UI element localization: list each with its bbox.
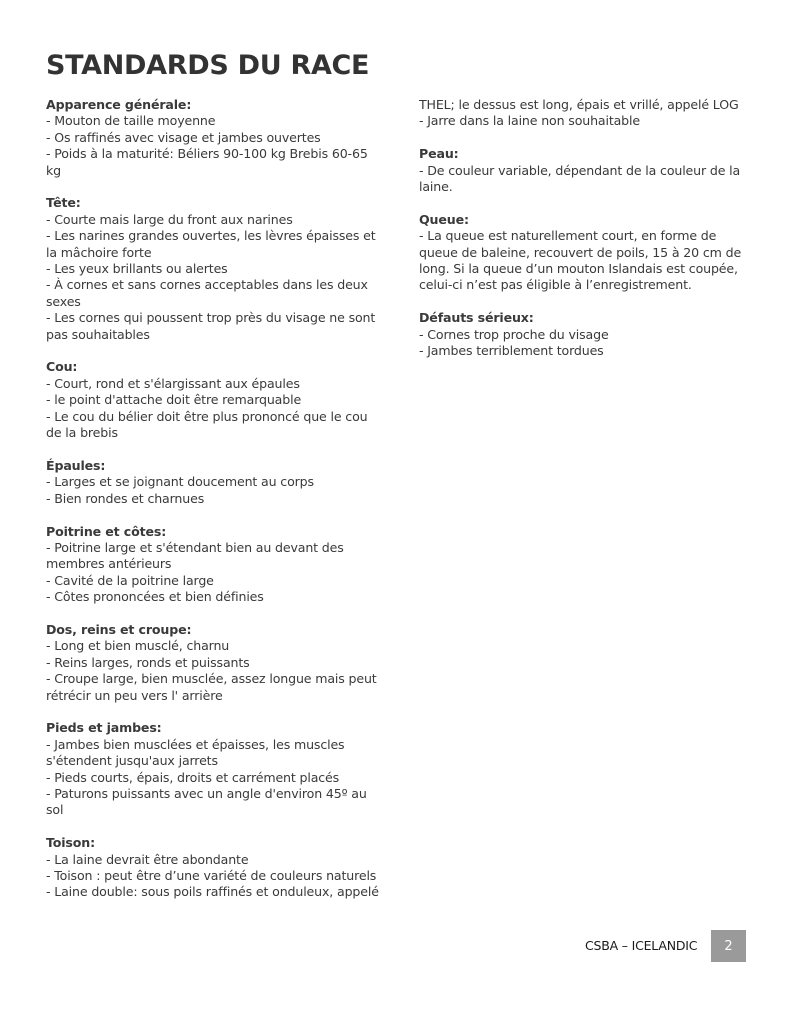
section-heading: Poitrine et côtes: xyxy=(46,523,167,539)
list-item: - Les yeux brillants ou alertes xyxy=(46,261,228,277)
page-number: 2 xyxy=(711,930,746,962)
list-item: - Mouton de taille moyenne xyxy=(46,113,216,129)
section-poitrine-et-cotes xyxy=(46,524,386,606)
list-item: - Paturons puissants avec un angle d'environ 45º au sol xyxy=(46,785,367,818)
list-item: - Reins larges, ronds et puissants xyxy=(46,654,250,670)
list-item: - Larges et se joignant doucement au corps xyxy=(46,474,314,490)
section-heading: Tête: xyxy=(46,195,81,211)
list-item: - le point d'attache doit être remarquable xyxy=(46,392,302,408)
list-item: - Croupe large, bien musclée, assez longue mais peut rétrécir un peu vers l' arrière xyxy=(46,671,377,703)
list-item: - À cornes et sans cornes acceptables dans les deux sexes xyxy=(46,277,368,309)
list-item: - Jambes bien musclées et épaisses, les muscles s'étendent jusqu'aux jarrets xyxy=(46,736,345,769)
right-column xyxy=(419,97,749,376)
section-heading: Épaules: xyxy=(46,457,106,473)
list-item: - Toison : peut être d’une variété de couleurs naturels xyxy=(46,867,377,883)
section-heading: Défauts sérieux: xyxy=(419,310,534,326)
section-defauts-serieux xyxy=(419,310,749,359)
section-heading: Cou: xyxy=(46,359,78,375)
section-pieds-et-jambes xyxy=(46,720,386,818)
section-toison-continued xyxy=(419,97,749,130)
list-item: - De couleur variable, dépendant de la couleur de la laine. xyxy=(419,162,741,195)
section-heading: Queue: xyxy=(419,211,469,227)
section-epaules xyxy=(46,458,386,507)
list-item: - Court, rond et s'élargissant aux épaules xyxy=(46,375,300,391)
section-tete xyxy=(46,195,386,343)
list-item: - Os raffinés avec visage et jambes ouvertes xyxy=(46,129,321,145)
section-dos-reins-croupe xyxy=(46,622,386,704)
list-item: - Cornes trop proche du visage xyxy=(419,326,609,342)
footer-label: CSBA – ICELANDIC xyxy=(585,938,698,953)
section-heading: Toison: xyxy=(46,835,95,851)
list-item: - Long et bien musclé, charnu xyxy=(46,638,230,654)
list-item: - Bien rondes et charnues xyxy=(46,490,205,506)
section-toison xyxy=(46,835,386,901)
section-heading: Apparence générale: xyxy=(46,97,192,112)
section-peau xyxy=(419,146,749,195)
page-title: STANDARDS DU RACE xyxy=(46,50,370,81)
list-item: - La laine devrait être abondante xyxy=(46,851,249,867)
list-item: - Courte mais large du front aux narines xyxy=(46,211,293,227)
list-item: - Laine double: sous poils raffinés et onduleux, appelé xyxy=(46,884,379,900)
list-item: - Poids à la maturité: Béliers 90-100 kg Brebis 60-65 kg xyxy=(46,146,368,178)
list-item: - Les narines grandes ouvertes, les lèvres épaisses et la mâchoire forte xyxy=(46,228,376,260)
list-item: - Jambes terriblement tordues xyxy=(419,343,604,359)
section-cou xyxy=(46,359,386,441)
list-item: - Les cornes qui poussent trop près du visage ne sont pas souhaitables xyxy=(46,310,376,342)
section-queue xyxy=(419,212,749,294)
section-heading: Peau: xyxy=(419,146,459,162)
section-apparence-generale xyxy=(46,97,386,179)
section-heading: Dos, reins et croupe: xyxy=(46,621,192,637)
list-item: - Le cou du bélier doit être plus prononcé que le cou de la brebis xyxy=(46,408,368,441)
list-item: - La queue est naturellement court, en forme de queue de baleine, recouvert de poils, 15 à 20 cm de long. Si la queue d’un mouton Islandais est coupée, celui-ci n’est pas éligible à l’enregistrement. xyxy=(419,228,742,293)
left-column xyxy=(46,97,386,917)
section-heading: Pieds et jambes: xyxy=(46,720,162,736)
list-item: - Pieds courts, épais, droits et carrément placés xyxy=(46,769,340,785)
list-item: THEL; le dessus est long, épais et vrillé, appelé LOG xyxy=(419,97,739,112)
list-item: - Cavité de la poitrine large xyxy=(46,572,214,588)
list-item: - Jarre dans la laine non souhaitable xyxy=(419,113,640,129)
list-item: - Côtes prononcées et bien définies xyxy=(46,589,264,605)
list-item: - Poitrine large et s'étendant bien au devant des membres antérieurs xyxy=(46,539,344,572)
